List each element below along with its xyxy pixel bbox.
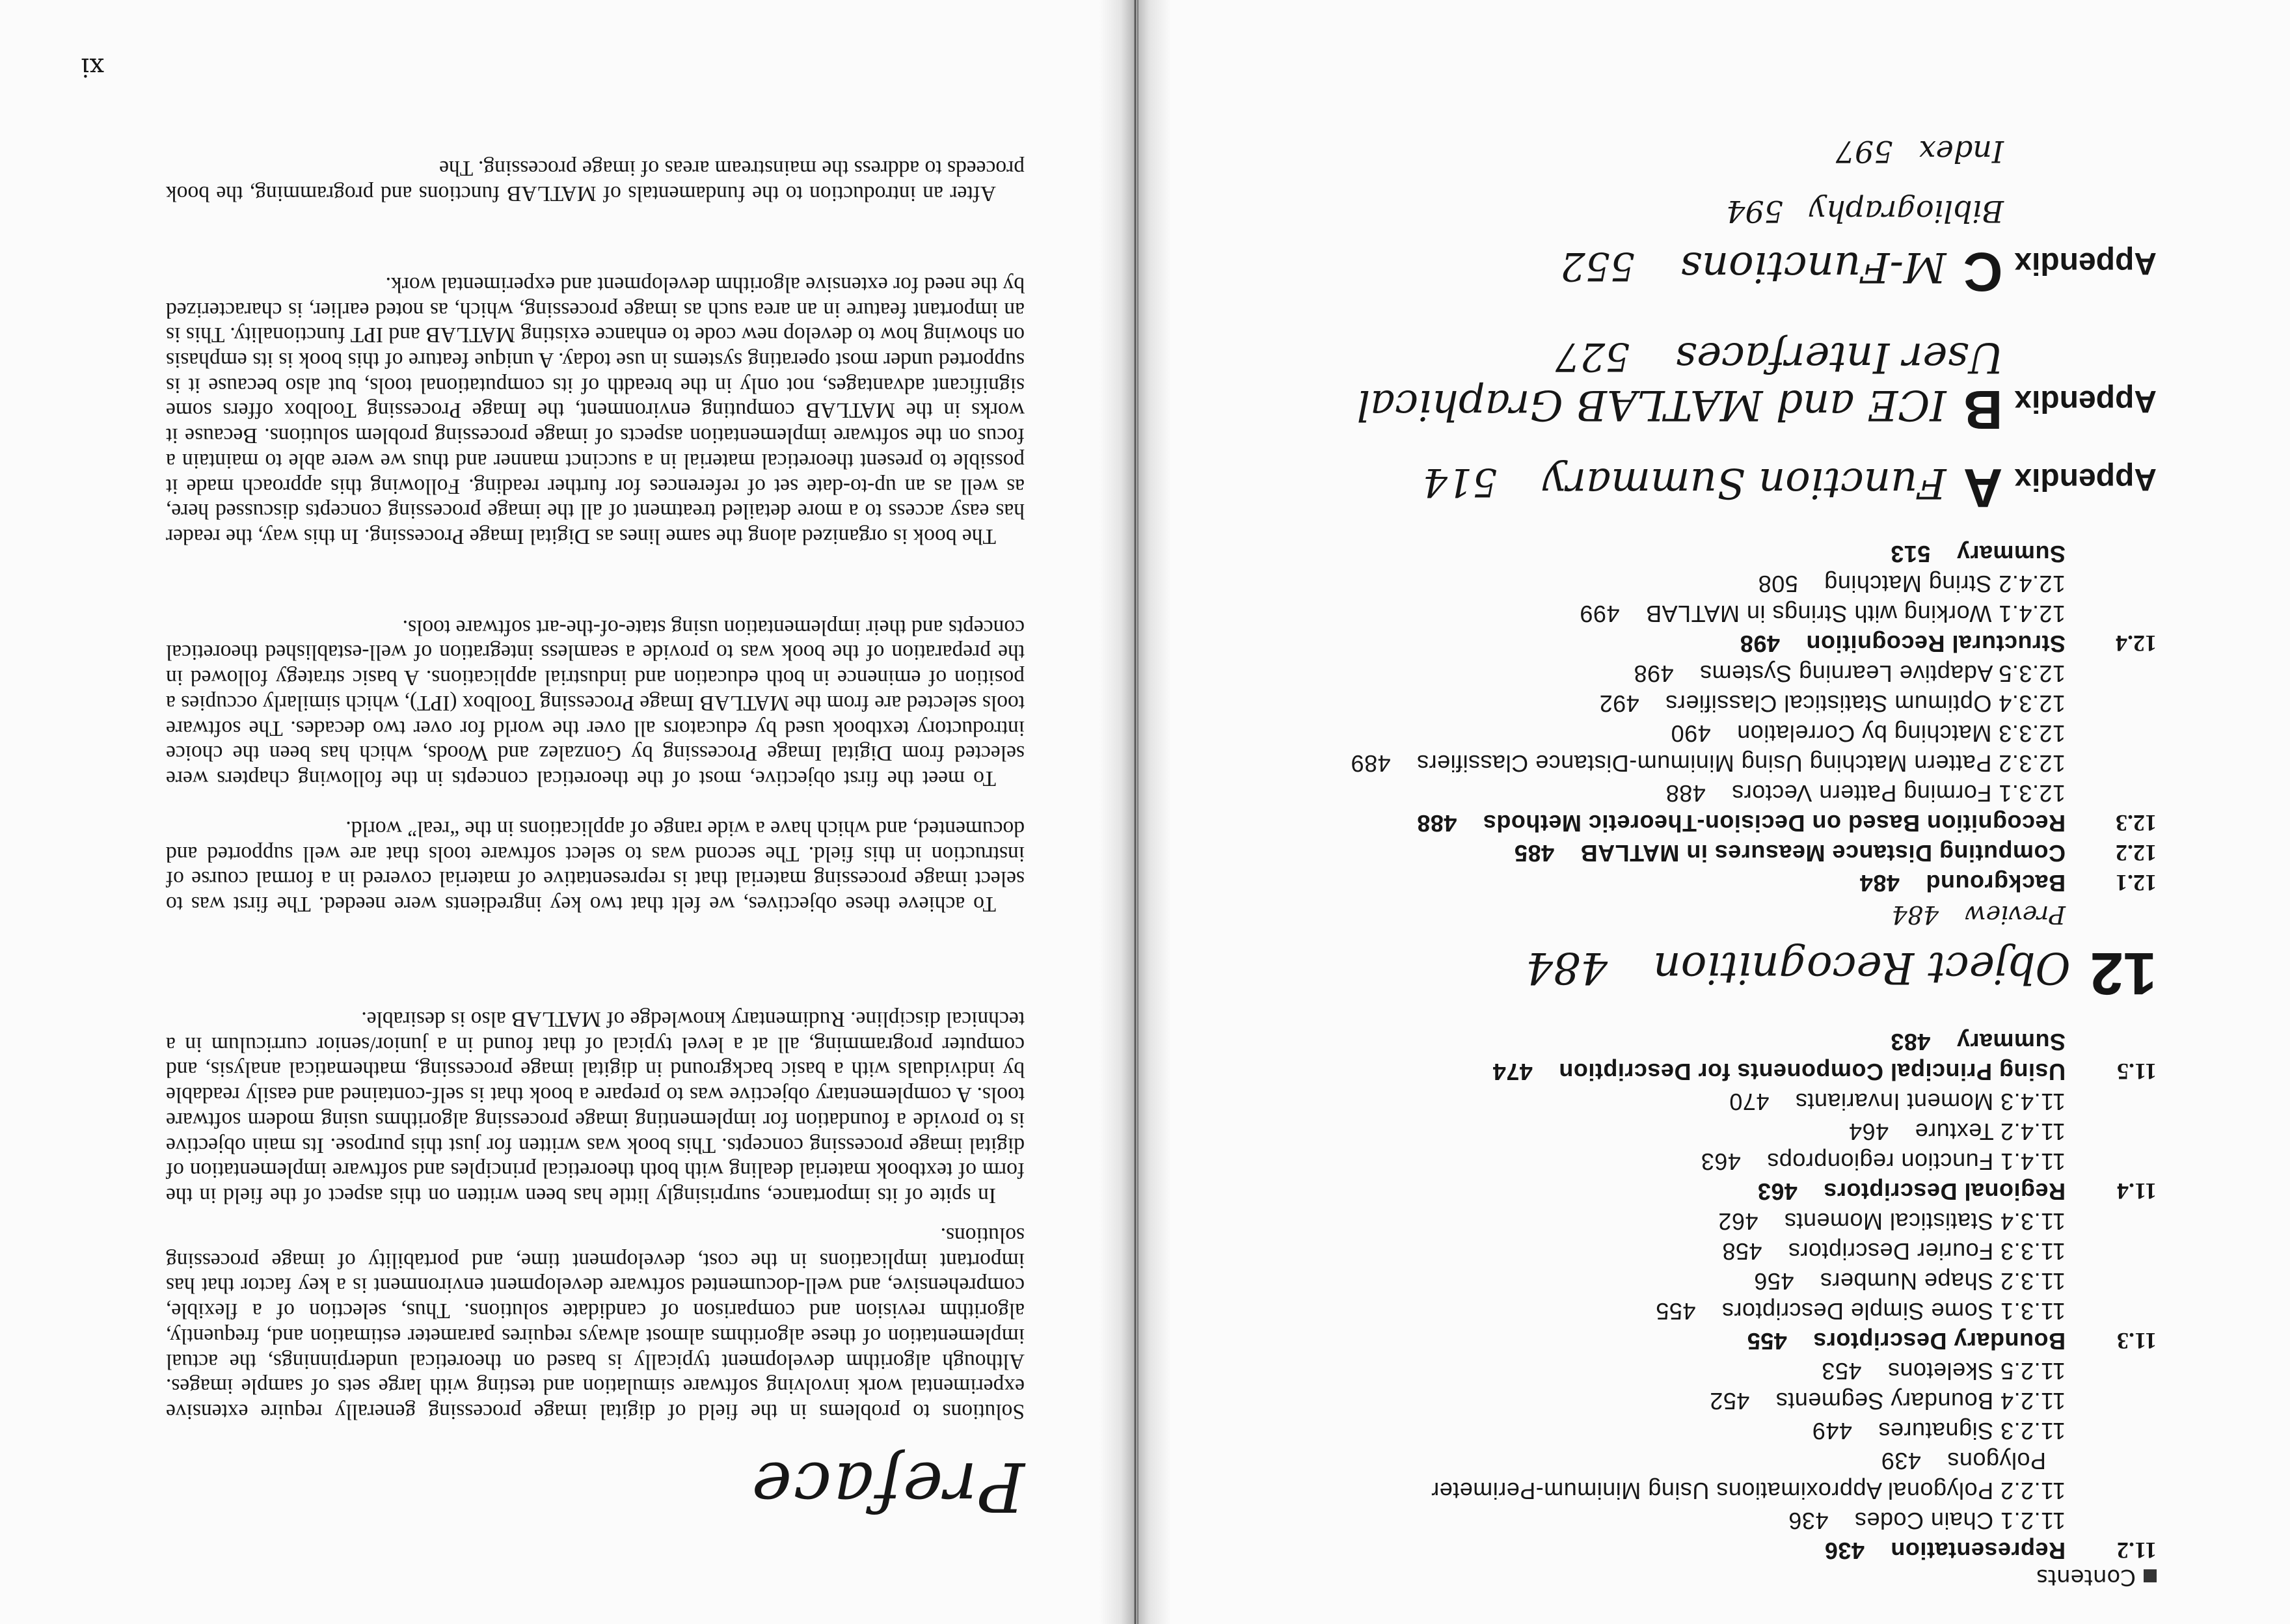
toc-section-entry: [1492, 1058, 2157, 1085]
section-number: 11.2: [2116, 1537, 2157, 1563]
appendix-title: M-Functions: [1680, 243, 1946, 291]
section-title: Regional Descriptors: [1823, 1178, 2066, 1205]
chapter-number: 12: [2090, 940, 2157, 1007]
page-number: xi: [81, 52, 104, 82]
page-ref: 514: [1422, 459, 1498, 505]
running-head: Contents: [2036, 1564, 2157, 1590]
page-ref: 455: [1655, 1298, 1696, 1325]
toc-subsection-entry: [1788, 1507, 2066, 1534]
preface-paragraph: In spite of its importance, surprisingly little has been written on this aspect of the field in the form of textbook material dealing with both theoretical principles and software implementation of digital image processing concepts. This book was written for just this purpose. Its main objective is to provide a foundation for implementing image processing algorithms using modern software tools. A complementary objective was to prepare a book that is self-contained and easily readable by individuals with a basic background in digital image processing, mathematical analysis, and computer programming, all at a level typical of that found in a junior/senior curriculum in a technical discipline. Rudimentary knowledge of MATLAB also is desirable.: [166, 1007, 1025, 1208]
contents-page: [1223, 0, 2290, 1624]
subsection-title: 12.3.5 Adaptive Learning Systems: [1699, 660, 2066, 687]
subsection-title: 12.3.1 Forming Pattern Vectors: [1731, 780, 2066, 807]
subsection-title: 11.4.3 Moment Invariants: [1795, 1089, 2066, 1115]
page-ref: 455: [1747, 1328, 1787, 1355]
preface-paragraph: After an introduction to the fundamentals of MATLAB functions and programming, the book proceeds to address the mainstream areas of image processing. The: [166, 156, 1025, 206]
subsection-title: 11.2.1 Chain Codes: [1854, 1508, 2066, 1534]
toc-subsection-entry: [1812, 1417, 2066, 1444]
toc-preview-entry: [1892, 900, 2066, 929]
subsection-title: 12.3.2 Pattern Matching Using Minimum-Distance Classifiers: [1416, 750, 2066, 777]
toc-section-entry: [1417, 809, 2157, 837]
toc-subsection-entry: [1710, 1387, 2066, 1414]
section-number: 12.2: [2116, 840, 2157, 866]
preview-title: Preview: [1965, 900, 2066, 929]
page-ref: 527: [1555, 334, 1630, 379]
subsection-title: 12.3.4 Optimum Statistical Classifiers: [1665, 690, 2066, 717]
section-title: Recognition Based on Decision-Theoretic Methods: [1483, 810, 2066, 837]
subsection-title: 11.2.2 Polygonal Approximations Using Minimum-Perimeter: [1431, 1478, 2066, 1504]
section-number: 11.3: [2116, 1328, 2157, 1354]
page-ref: 463: [1757, 1178, 1798, 1205]
appendix-label: Appendix: [2014, 246, 2157, 280]
page-ref: 484: [1891, 900, 1939, 929]
subsection-title: 11.3.4 Statistical Moments: [1784, 1208, 2066, 1235]
toc-subsection-entry: [1634, 660, 2066, 687]
page-ref: 458: [1721, 1238, 1762, 1265]
toc-subsection-entry: [1580, 600, 2066, 627]
toc-section-entry: [1747, 1327, 2157, 1355]
toc-subsection-entry: [1351, 750, 2066, 777]
toc-appendix-entry: [1561, 240, 2157, 303]
subsection-title: 11.3.1 Some Simple Descriptors: [1721, 1298, 2066, 1325]
toc-section-entry: [1757, 1178, 2157, 1205]
subsection-title: 11.2.5 Skeletons: [1887, 1358, 2066, 1385]
preface-paragraph: Solutions to problems in the field of digital image processing generally require extensive experimental work involving software simulation and testing with large sets of sample images. Although algorithm development typically is based on theoretical underpinnings, the actual implementation of these algorithms almost always requires parameter estimation and, frequently, algorithm revision and comparison of candidate solutions. Thus, selection of a flexible, comprehensive, and well-documented software development environment is a key factor that has important implications in the cost, development time, and portability of image processing solutions.: [166, 1223, 1025, 1424]
subsection-title: 11.3.2 Shape Numbers: [1820, 1268, 2066, 1295]
page-ref: 489: [1351, 750, 1391, 777]
preface-paragraph: To meet the first objective, most of the theoretical concepts in the following chapters were selected from Digital Image Processing by Gonzalez and Woods, which has been the choice introductory textbook used by educators all over the world for over two decades. The software tools selected are from the MATLAB Image Processing Toolbox (IPT), which similarly occupies a position of eminence in both education and industrial applications. A basic strategy followed in the preparation of the book was to provide a seamless integration of well-established theoretical concepts and their implementation using state-of-the-art software tools.: [166, 615, 1025, 791]
toc-subsection-entry: [1758, 570, 2066, 597]
appendix-title: Function Summary: [1542, 459, 1946, 507]
section-title: Background: [1925, 870, 2066, 897]
section-title: Structural Recognition: [1805, 630, 2066, 657]
toc-subsection-entry: [1656, 1297, 2066, 1325]
section-number: 12.1: [2116, 870, 2157, 896]
page-ref: 484: [1859, 870, 1900, 897]
toc-subsection-entry: [1722, 1238, 2066, 1265]
page-ref: 552: [1560, 243, 1636, 289]
subsection-title: 12.4.2 String Matching: [1824, 571, 2066, 597]
subsection-title: 11.4.1 Function regionprops: [1766, 1148, 2066, 1175]
preface-paragraph: The book is organized along the same lines as Digital Image Processing. In this way, the reader has easy access to a more detailed treatment of all the image processing concepts discussed here, as well as an up-to-date set of references for further reading. Following this approach made it possible to present theoretical material in a succinct manner and thus we were able to maintain a focus on the software implementation aspects of image processing problem solutions. Because it works in the MATLAB computing environment, the Image Processing Toolbox offers some significant advantages, not only in the breadth of its computational tools, but also because it is supported under most operating systems in use today. A unique feature of this book is its emphasis on showing how to develop new code to enhance existing MATLAB and IPT functionality. This is an important feature in an area such as image processing, which, as noted earlier, is characterized by the need for extensive algorithm development and experimental work.: [166, 272, 1025, 548]
gutter-shadow-line: [1137, 0, 1138, 1624]
toc-subsection-entry: [1718, 1208, 2066, 1235]
toc-backmatter-entry: [1836, 134, 2004, 169]
page-ref: 597: [1835, 134, 1893, 169]
toc-subsection-entry: [1729, 1088, 2066, 1115]
toc-section-entry: [1824, 1537, 2157, 1564]
page-ref: 453: [1821, 1358, 1862, 1385]
subsection-title: 12.4.1 Working with Strings in MATLAB: [1645, 601, 2066, 627]
page-ref: 498: [1740, 630, 1780, 657]
page-ref: 436: [1824, 1537, 1865, 1564]
toc-subsection-entry: [1881, 1447, 2046, 1474]
section-number: 12.4: [2116, 630, 2157, 656]
page-ref: 508: [1758, 571, 1798, 597]
toc-section-entry: [1740, 630, 2157, 657]
book-gutter: [1099, 0, 1171, 1624]
page-ref: 488: [1416, 810, 1457, 837]
appendix-label: Appendix: [2014, 384, 2157, 418]
toc-subsection-entry: [1822, 1357, 2066, 1385]
page-ref: 462: [1717, 1208, 1758, 1235]
page-ref: 513: [1890, 541, 1931, 567]
section-title: Representation: [1890, 1537, 2066, 1564]
toc-section-entry: [1515, 839, 2157, 867]
toc-summary-entry: [1891, 540, 2066, 567]
page-ref: 488: [1665, 780, 1706, 807]
page-ref: 464: [1848, 1118, 1889, 1145]
backmatter-title: Index: [1919, 134, 2004, 169]
toc-subsection-entry: [1671, 720, 2066, 747]
appendix-label: Appendix: [2014, 462, 2157, 496]
toc-subsection-entry: [1701, 1148, 2066, 1175]
page-ref: 452: [1709, 1388, 1750, 1414]
appendix-title: User Interfaces: [1675, 333, 2004, 381]
summary-title: Summary: [1956, 1029, 2066, 1055]
toc-subsection-entry: [1754, 1267, 2066, 1295]
page-ref: 498: [1634, 660, 1674, 687]
page-ref: 436: [1788, 1508, 1829, 1534]
preface-title: Preface: [749, 1447, 1025, 1526]
appendix-letter: A: [1963, 457, 2003, 519]
appendix-letter: C: [1963, 241, 2003, 303]
chapter-title: Object Recognition: [1653, 943, 2071, 993]
toc-subsection-entry: [1665, 779, 2066, 807]
page-ref: 499: [1579, 601, 1620, 627]
toc-appendix-continuation: [1556, 333, 2004, 381]
toc-subsection-entry: [1849, 1118, 2066, 1145]
section-title: Computing Distance Measures in MATLAB: [1580, 840, 2066, 867]
appendix-title: ICE and MATLAB Graphical: [1356, 381, 1946, 429]
toc-appendix-entry: [1423, 456, 2157, 519]
section-number: 11.4: [2116, 1178, 2157, 1204]
page-ref: 456: [1753, 1268, 1794, 1295]
page-ref: 485: [1514, 840, 1555, 867]
page-ref: 490: [1671, 720, 1711, 747]
page-ref: 594: [1726, 194, 1783, 229]
page-ref: 449: [1812, 1418, 1852, 1444]
subsection-title: 11.2.4 Boundary Segments: [1775, 1388, 2066, 1414]
page-ref: 470: [1729, 1089, 1770, 1115]
toc-appendix-entry: [1357, 378, 2157, 441]
backmatter-title: Bibliography: [1809, 194, 2004, 229]
page-ref: 484: [1526, 943, 1608, 993]
section-title: Using Principal Components for Description: [1558, 1059, 2066, 1085]
page-ref: 483: [1890, 1029, 1931, 1055]
subsection-title: 11.4.2 Texture: [1915, 1118, 2066, 1145]
summary-title: Summary: [1956, 541, 2066, 567]
section-title: Boundary Descriptors: [1812, 1328, 2066, 1355]
toc-section-entry: [1859, 869, 2157, 897]
subsection-title: Polygons: [1946, 1448, 2046, 1474]
toc-backmatter-entry: [1726, 194, 2004, 229]
page-ref: 463: [1701, 1148, 1741, 1175]
preface-paragraph: To achieve these objectives, we felt that two key ingredients were needed. The first was to select image processing material that is representative of material covered in a formal course of instruction in this field. The second was to select software tools that are well supported and documented, and which have a wide range of applications in the “real” world.: [166, 816, 1025, 916]
section-number: 11.5: [2116, 1059, 2157, 1085]
page-ref: 439: [1881, 1448, 1921, 1474]
section-number: 12.3: [2116, 810, 2157, 836]
toc-subsection-entry: [1599, 690, 2066, 717]
appendix-letter: B: [1963, 379, 2003, 440]
toc-chapter-entry: [1526, 939, 2157, 1007]
square-bullet-icon: [2144, 1569, 2157, 1582]
toc-subsection-entry: [1431, 1477, 2066, 1504]
toc-summary-entry: [1891, 1028, 2066, 1055]
page-ref: 492: [1599, 690, 1639, 717]
subsection-title: 11.3.3 Fourier Descriptors: [1788, 1238, 2066, 1265]
subsection-title: 12.3.3 Matching by Correlation: [1736, 720, 2066, 747]
page-ref: 474: [1492, 1059, 1533, 1085]
subsection-title: 11.2.3 Signatures: [1878, 1418, 2066, 1444]
